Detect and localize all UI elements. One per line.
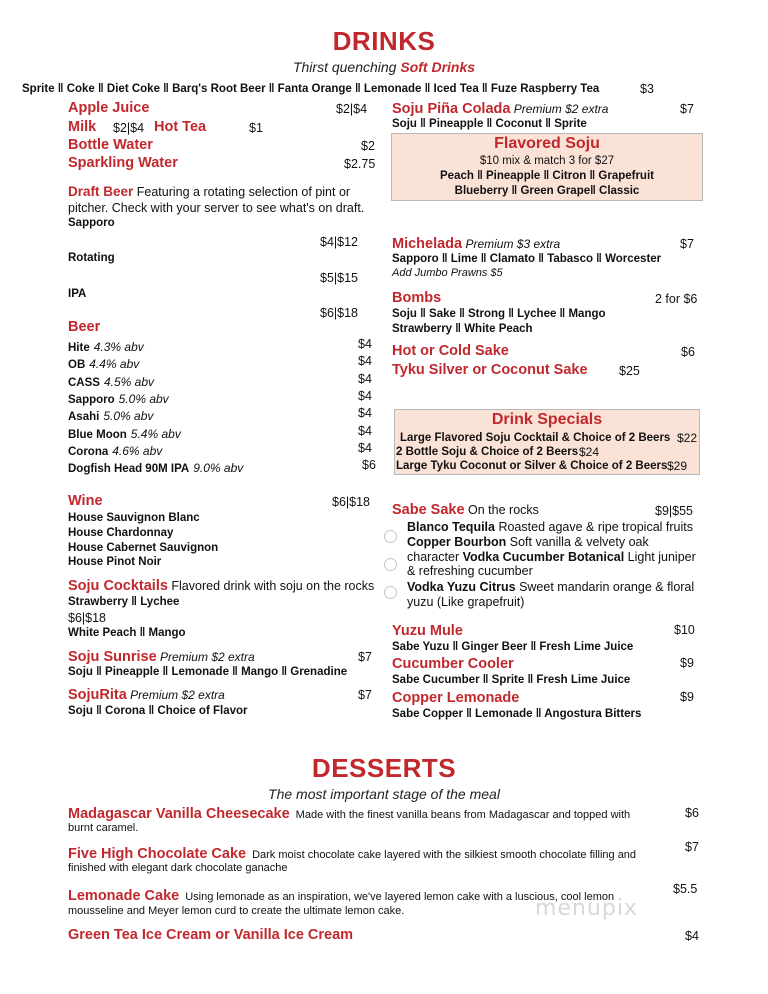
draft-item-name: Sapporo [68, 217, 115, 229]
soju-cocktails-price: $6|$18 [68, 611, 107, 625]
beer-item: Blue Moon 5.4% abv [68, 426, 181, 441]
cheesecake-heading: Madagascar Vanilla Cheesecake Made with the finest vanilla beans from Madagascar and topped with [68, 806, 631, 822]
soft-drinks-list: Sprite ‖ Coke ‖ Diet Coke ‖ Barq's Root Beer ‖ Fanta Orange ‖ Lemonade ‖ Iced Tea ‖ Fuze Raspberry Tea [22, 83, 600, 95]
vodka-yuzu-desc: yuzu (Like grapefruit) [407, 595, 525, 609]
milk-price: $2|$4 [113, 121, 145, 135]
beer-title: Beer [68, 319, 101, 335]
soju-sunrise-line: Soju ‖ Pineapple ‖ Lemonade ‖ Mango ‖ Grenadine [68, 666, 348, 678]
beer-price: $4 [358, 337, 372, 351]
flavored-soju-line1: Peach ‖ Pineapple ‖ Citron ‖ Grapefruit [440, 170, 654, 182]
draft-item-price: $5|$15 [320, 271, 359, 285]
pina-colada-heading: Soju Piña Colada Premium $2 extra [392, 101, 609, 117]
wine-item: House Sauvignon Blanc [68, 512, 200, 524]
sake-title: Hot or Cold Sake [392, 343, 509, 359]
wine-price: $6|$18 [332, 495, 371, 509]
michelada-line: Sapporo ‖ Lime ‖ Clamato ‖ Tabasco ‖ Worcester [392, 253, 662, 265]
sparkling-water-price: $2.75 [344, 157, 376, 171]
tyku-title: Tyku Silver or Coconut Sake [392, 362, 588, 378]
sake-price: $6 [681, 345, 695, 359]
lemonade-cake-desc: mousseline and Meyer lemon curd to create the ultimate lemon cake. [68, 905, 405, 917]
tyku-price: $25 [619, 364, 640, 378]
special-item-name: 2 Bottle Soju & Choice of 2 Beers [396, 446, 579, 458]
bombs-title: Bombs [392, 290, 442, 306]
draft-beer-heading: Draft Beer Featuring a rotating selection of pint or [68, 184, 351, 199]
special-item-price: $29 [667, 459, 688, 473]
soft-drinks-price: $3 [640, 82, 654, 96]
option-circle-icon [384, 558, 397, 571]
pina-colada-line: Soju ‖ Pineapple ‖ Coconut ‖ Sprite [392, 118, 587, 130]
bombs-line2: Strawberry ‖ White Peach [392, 323, 533, 335]
bottle-water-name: Bottle Water [68, 137, 153, 153]
cheesecake-desc: burnt caramel. [68, 822, 139, 834]
sabe-sake-price: $9|$55 [655, 504, 694, 518]
beer-price: $4 [358, 388, 372, 403]
copper-lemonade-line: Sabe Copper ‖ Lemonade ‖ Angostura Bitters [392, 708, 642, 720]
chocolate-cake-heading: Five High Chocolate Cake Dark moist chocolate cake layered with the silkiest smooth chocolate filling and [68, 846, 637, 862]
beer-item: CASS 4.5% abv [68, 374, 154, 389]
flavored-soju-title: Flavored Soju [494, 135, 600, 152]
sojurita-line: Soju ‖ Corona ‖ Choice of Flavor [68, 705, 248, 717]
bottle-water-price: $2 [361, 139, 375, 153]
apple-juice-price: $2|$4 [336, 102, 368, 116]
sabe-sake-heading: Sabe Sake On the rocks [392, 502, 539, 518]
drink-specials-title: Drink Specials [491, 411, 603, 428]
michelada-price: $7 [680, 237, 694, 251]
drinks-title: DRINKS [332, 26, 436, 56]
ice-cream-price: $4 [685, 929, 699, 943]
vodka-cucumber-desc: & refreshing cucumber [407, 564, 533, 578]
beer-item: Asahi 5.0% abv [68, 409, 154, 424]
hot-tea-price: $1 [249, 121, 263, 135]
cucumber-cooler-title: Cucumber Cooler [392, 656, 514, 672]
chocolate-cake-desc: finished with elegant dark chocolate ganache [68, 862, 288, 874]
blanco-tequila: Blanco Tequila Roasted agave & ripe tropical fruits [407, 520, 694, 534]
sparkling-water-name: Sparkling Water [68, 155, 178, 171]
pina-colada-price: $7 [680, 102, 694, 116]
beer-item: OB 4.4% abv [68, 357, 140, 372]
copper-lemonade-title: Copper Lemonade [392, 690, 520, 706]
lemonade-cake-price: $5.5 [673, 882, 698, 896]
special-item-name: Large Tyku Coconut or Silver & Choice of 2 Beers [396, 460, 668, 472]
option-circle-icon [384, 586, 397, 599]
soju-sunrise-price: $7 [358, 650, 372, 664]
cucumber-cooler-line: Sabe Cucumber ‖ Sprite ‖ Fresh Lime Juice [392, 674, 631, 686]
soju-sunrise-heading: Soju Sunrise Premium $2 extra [68, 649, 255, 665]
watermark-logo: menupix [535, 896, 638, 921]
draft-item-name: Rotating [68, 252, 115, 264]
lemonade-cake-heading: Lemonade Cake Using lemonade as an inspiration, we've layered lemon cake with a luscious, cool lemon [68, 888, 615, 904]
vodka-cucumber: character Vodka Cucumber Botanical Light juniper [407, 550, 696, 564]
draft-beer-desc: pitcher. Check with your server to see what's on draft. [68, 201, 365, 215]
beer-price: $4 [358, 423, 372, 438]
beer-item: Hite 4.3% abv [68, 340, 144, 354]
wine-item: House Cabernet Sauvignon [68, 542, 219, 554]
yuzu-mule-line: Sabe Yuzu ‖ Ginger Beer ‖ Fresh Lime Juice [392, 641, 634, 653]
wine-item: House Chardonnay [68, 527, 174, 539]
special-item-name: Large Flavored Soju Cocktail & Choice of 2 Beers [400, 432, 671, 444]
sojurita-heading: SojuRita Premium $2 extra [68, 687, 225, 703]
wine-item: House Pinot Noir [68, 556, 162, 568]
soju-cocktails-line2: White Peach ‖ Mango [68, 627, 186, 639]
ice-cream-name: Green Tea Ice Cream or Vanilla Ice Cream [68, 927, 354, 943]
desserts-subtitle: The most important stage of the meal [268, 786, 500, 802]
beer-price: $4 [358, 371, 372, 386]
flavored-soju-line2: Blueberry ‖ Green Grape‖ Classic [454, 185, 640, 197]
soju-cocktails-heading: Soju Cocktails Flavored drink with soju on the rocks [68, 578, 375, 594]
michelada-note: Add Jumbo Prawns $5 [392, 267, 503, 279]
cucumber-cooler-price: $9 [680, 656, 694, 670]
hot-tea-name: Hot Tea [154, 119, 207, 135]
bombs-line1: Soju ‖ Sake ‖ Strong ‖ Lychee ‖ Mango [392, 308, 606, 320]
bombs-price: 2 for $6 [655, 292, 698, 306]
yuzu-mule-price: $10 [674, 623, 695, 637]
wine-title: Wine [68, 493, 103, 509]
flavored-soju-mix: $10 mix & match 3 for $27 [479, 155, 615, 167]
cheesecake-price: $6 [685, 806, 699, 820]
beer-item: Sapporo 5.0% abv [68, 391, 169, 406]
copper-bourbon: Copper Bourbon Soft vanilla & velvety oak [407, 535, 649, 549]
beer-price: $4 [358, 354, 372, 369]
copper-lemonade-price: $9 [680, 690, 694, 704]
milk-name: Milk [68, 119, 97, 135]
special-item-price: $22 [677, 431, 698, 445]
michelada-heading: Michelada Premium $3 extra [392, 236, 561, 252]
beer-price: $4 [358, 440, 372, 455]
beer-item: Dogfish Head 90M IPA 9.0% abv [68, 461, 244, 476]
apple-juice-name: Apple Juice [68, 100, 150, 116]
yuzu-mule-title: Yuzu Mule [392, 623, 463, 639]
draft-item-price: $4|$12 [320, 235, 359, 249]
beer-item: Corona 4.6% abv [68, 443, 163, 458]
soju-cocktails-line1: Strawberry ‖ Lychee [68, 596, 180, 608]
chocolate-cake-price: $7 [685, 840, 699, 854]
draft-item-price: $6|$18 [320, 306, 359, 320]
beer-price: $4 [358, 406, 372, 421]
desserts-title: DESSERTS [311, 753, 457, 783]
vodka-yuzu: Vodka Yuzu Citrus Sweet mandarin orange & floral [407, 580, 695, 594]
draft-item-name: IPA [68, 288, 87, 300]
drinks-subtitle: Thirst quenching Soft Drinks [292, 59, 476, 75]
special-item-price: $24 [579, 445, 600, 459]
sojurita-price: $7 [358, 688, 372, 702]
beer-price: $6 [362, 458, 376, 473]
option-circle-icon [384, 530, 397, 543]
